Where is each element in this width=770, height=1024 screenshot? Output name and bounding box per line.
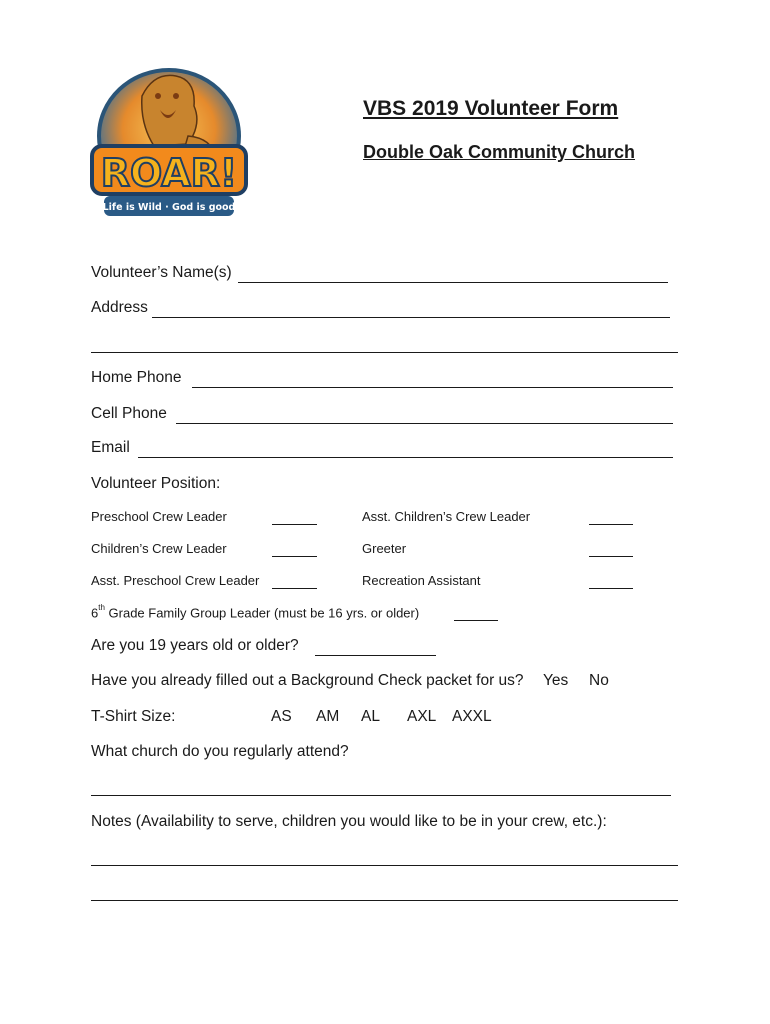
background-no-option[interactable]: No xyxy=(589,672,609,689)
sixth-grade-option xyxy=(91,605,419,620)
position-heading: Volunteer Position: xyxy=(91,475,221,492)
cell-phone-field[interactable] xyxy=(176,423,673,424)
background-question: Have you already filled out a Background Check packet for us? xyxy=(91,672,524,689)
position-option: Preschool Crew Leader xyxy=(91,509,227,524)
tshirt-size-option[interactable]: AXL xyxy=(407,708,437,725)
position-checkbox[interactable] xyxy=(454,620,498,621)
email-label: Email xyxy=(91,439,130,456)
position-checkbox[interactable] xyxy=(589,556,633,557)
tshirt-size-option[interactable]: AM xyxy=(316,708,340,725)
sixth-grade-suffix: th xyxy=(98,603,105,612)
position-checkbox[interactable] xyxy=(589,588,633,589)
sixth-grade-number: 6 xyxy=(91,605,99,621)
background-yes-option[interactable]: Yes xyxy=(543,672,569,689)
church-answer-field[interactable] xyxy=(91,795,671,796)
position-option: Asst. Children’s Crew Leader xyxy=(362,509,531,524)
home-phone-label: Home Phone xyxy=(91,369,182,386)
logo-word: ROAR! xyxy=(100,151,238,195)
page-title: VBS 2019 Volunteer Form xyxy=(363,97,619,120)
notes-answer-field-line2[interactable] xyxy=(91,900,678,901)
names-label: Volunteer’s Name(s) xyxy=(91,264,232,281)
tshirt-label: T-Shirt Size: xyxy=(91,708,176,725)
roar-logo xyxy=(84,66,254,224)
logo-tagline: Life is Wild · God is good xyxy=(102,202,236,213)
age-answer-field[interactable] xyxy=(315,655,436,656)
position-option: Children’s Crew Leader xyxy=(91,541,227,556)
address-label: Address xyxy=(91,299,148,316)
notes-answer-field[interactable] xyxy=(91,865,678,866)
position-option: Asst. Preschool Crew Leader xyxy=(91,573,260,588)
names-field[interactable] xyxy=(238,282,668,283)
sixth-grade-text: Grade Family Group Leader (must be 16 yrs. or older) xyxy=(104,605,420,621)
position-option: Recreation Assistant xyxy=(362,573,481,588)
tshirt-size-option[interactable]: AXXL xyxy=(452,708,492,725)
position-option: Greeter xyxy=(362,541,407,556)
home-phone-field[interactable] xyxy=(192,387,673,388)
notes-question: Notes (Availability to serve, children you would like to be in your crew, etc.): xyxy=(91,813,607,830)
position-checkbox[interactable] xyxy=(272,524,317,525)
address-field[interactable] xyxy=(152,317,670,318)
church-name: Double Oak Community Church xyxy=(363,142,636,162)
address-field-line2[interactable] xyxy=(91,352,678,353)
age-question: Are you 19 years old or older? xyxy=(91,637,299,654)
cell-phone-label: Cell Phone xyxy=(91,405,167,422)
position-checkbox[interactable] xyxy=(272,556,317,557)
position-checkbox[interactable] xyxy=(272,588,317,589)
tshirt-size-option[interactable]: AS xyxy=(271,708,292,725)
tshirt-size-option[interactable]: AL xyxy=(361,708,380,725)
church-question: What church do you regularly attend? xyxy=(91,743,349,760)
email-field[interactable] xyxy=(138,457,673,458)
position-checkbox[interactable] xyxy=(589,524,633,525)
